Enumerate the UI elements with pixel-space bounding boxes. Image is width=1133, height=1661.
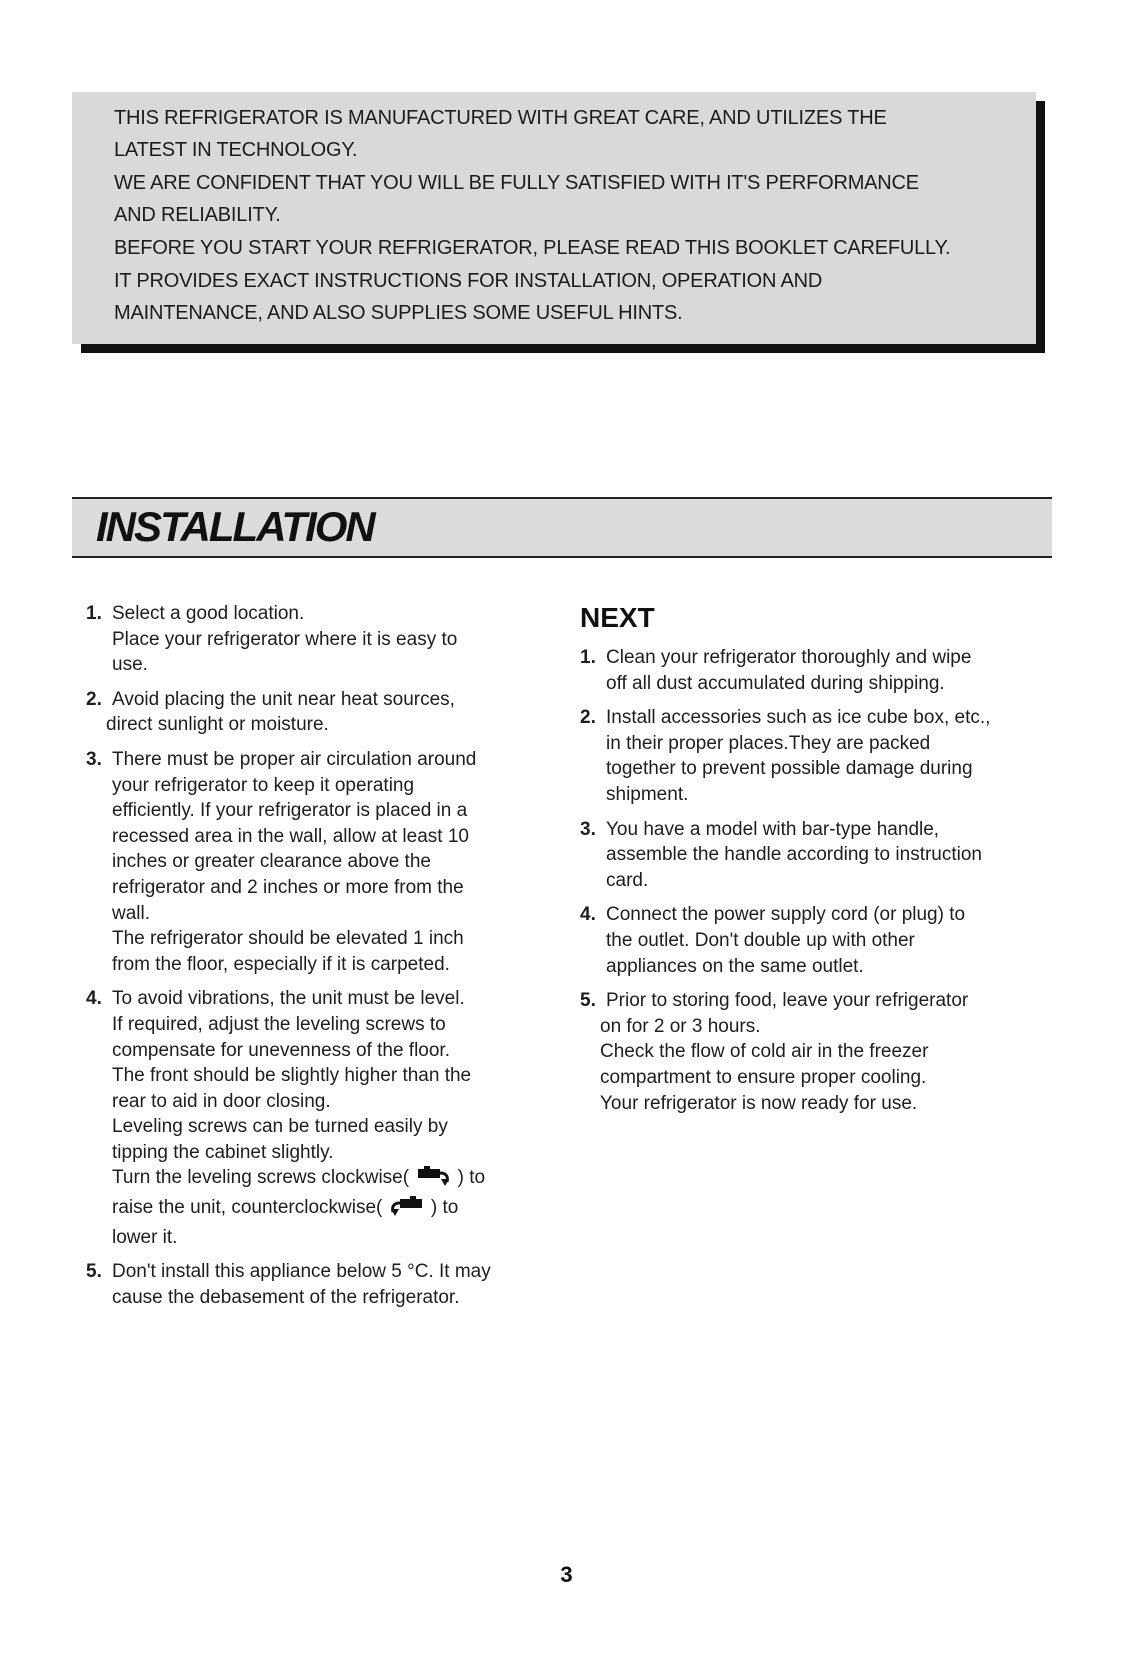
item-line: The refrigerator should be elevated 1 inch <box>112 928 464 950</box>
turn-text: Turn the leveling screws clockwise( <box>112 1167 410 1189</box>
item-line: The front should be slightly higher than the <box>112 1065 472 1087</box>
item-line: Avoid placing the unit near heat sources, <box>112 688 455 710</box>
notice-line: AND RELIABILITY. <box>114 204 281 226</box>
notice-line: BEFORE YOU START YOUR REFRIGERATOR, PLEASE READ THIS BOOKLET CAREFULLY. <box>114 237 951 259</box>
item-line: Install accessories such as ice cube box, etc., <box>606 707 991 729</box>
item-line: To avoid vibrations, the unit must be level. <box>112 988 465 1010</box>
section-title: INSTALLATION <box>96 503 374 550</box>
list-item <box>86 986 546 1250</box>
raise-text-end: ) to <box>430 1197 459 1219</box>
item-line: compensate for unevenness of the floor. <box>112 1039 450 1061</box>
item-line: You have a model with bar-type handle, <box>606 818 940 840</box>
next-heading: NEXT <box>580 602 655 633</box>
page-number: 3 <box>560 1562 573 1587</box>
item-number: 1. <box>580 647 596 668</box>
item-line: Clean your refrigerator thoroughly and wipe <box>606 647 972 668</box>
notice-line: THIS REFRIGERATOR IS MANUFACTURED WITH GREAT CARE, AND UTILIZES THE <box>114 107 887 129</box>
item-line: Prior to storing food, leave your refrigerator <box>606 990 969 1012</box>
item-line: direct sunlight or moisture. <box>106 714 329 736</box>
item-number: 3. <box>580 818 596 840</box>
notice-line: LATEST IN TECHNOLOGY. <box>114 139 358 161</box>
item-line: efficiently. If your refrigerator is placed in a <box>112 800 468 822</box>
notice-line: MAINTENANCE, AND ALSO SUPPLIES SOME USEFUL HINTS. <box>114 302 683 324</box>
next-list <box>580 645 1040 1116</box>
item-line: assemble the handle according to instruction <box>606 844 983 866</box>
turn-text-end: ) to <box>457 1167 486 1189</box>
item-line: card. <box>606 869 649 891</box>
intro-notice-box <box>72 92 1036 344</box>
item-number: 5. <box>580 990 596 1012</box>
list-item <box>580 902 1040 979</box>
item-line: shipment. <box>606 783 689 805</box>
item-line: rear to aid in door closing. <box>112 1090 331 1112</box>
item-line: compartment to ensure proper cooling. <box>600 1066 927 1088</box>
item-line: off all dust accumulated during shipping. <box>606 672 945 694</box>
item-line: Connect the power supply cord (or plug) to <box>606 904 966 926</box>
section-banner <box>72 497 1052 558</box>
list-item <box>86 601 546 678</box>
item-line: Leveling screws can be turned easily by <box>112 1116 448 1138</box>
item-number: 4. <box>86 988 102 1010</box>
notice-line: IT PROVIDES EXACT INSTRUCTIONS FOR INSTALLATION, OPERATION AND <box>114 270 823 292</box>
item-line: tipping the cabinet slightly. <box>112 1141 334 1163</box>
item-number: 2. <box>86 688 102 710</box>
item-number: 5. <box>86 1261 102 1283</box>
item-line: Don't install this appliance below 5 °C. It may <box>112 1261 491 1283</box>
notice-line: WE ARE CONFIDENT THAT YOU WILL BE FULLY SATISFIED WITH IT'S PERFORMANCE <box>114 172 919 194</box>
installation-list <box>86 601 546 1310</box>
item-line: Select a good location. <box>112 603 305 624</box>
counterclockwise-arrow-icon <box>390 1195 424 1225</box>
raise-text: raise the unit, counterclockwise( <box>112 1197 383 1219</box>
list-item <box>580 645 1040 696</box>
clockwise-arrow-icon <box>416 1165 450 1195</box>
item-line: on for 2 or 3 hours. <box>600 1015 761 1037</box>
item-line <box>112 1165 546 1195</box>
item-number: 3. <box>86 748 102 770</box>
list-item <box>86 1259 546 1310</box>
next-column <box>580 601 1040 1125</box>
item-line: the outlet. Don't double up with other <box>606 929 915 951</box>
list-item <box>580 988 1040 1116</box>
item-line: lower it. <box>112 1226 178 1248</box>
item-number: 1. <box>86 603 102 624</box>
item-line: cause the debasement of the refrigerator. <box>112 1286 460 1308</box>
list-item <box>86 747 546 977</box>
item-line: inches or greater clearance above the <box>112 851 431 873</box>
item-line: together to prevent possible damage during <box>606 758 973 780</box>
item-line: recessed area in the wall, allow at least 10 <box>112 825 469 847</box>
item-line: wall. <box>112 902 151 924</box>
item-line <box>112 1195 546 1225</box>
item-line: Check the flow of cold air in the freezer <box>600 1041 929 1063</box>
item-line: Your refrigerator is now ready for use. <box>600 1092 918 1114</box>
item-line: from the floor, especially if it is carpeted. <box>112 953 450 975</box>
item-line: If required, adjust the leveling screws to <box>112 1013 446 1035</box>
item-line: refrigerator and 2 inches or more from the <box>112 876 464 898</box>
installation-column <box>86 601 546 1319</box>
list-item <box>86 687 546 738</box>
list-item <box>580 705 1040 807</box>
item-line: your refrigerator to keep it operating <box>112 774 415 796</box>
item-line: in their proper places.They are packed <box>606 732 931 754</box>
item-line: There must be proper air circulation around <box>112 748 477 770</box>
item-line: Place your refrigerator where it is easy to <box>112 628 458 650</box>
item-number: 4. <box>580 904 596 926</box>
item-line: appliances on the same outlet. <box>606 955 864 977</box>
item-line: use. <box>112 654 148 676</box>
list-item <box>580 817 1040 894</box>
item-number: 2. <box>580 707 596 729</box>
